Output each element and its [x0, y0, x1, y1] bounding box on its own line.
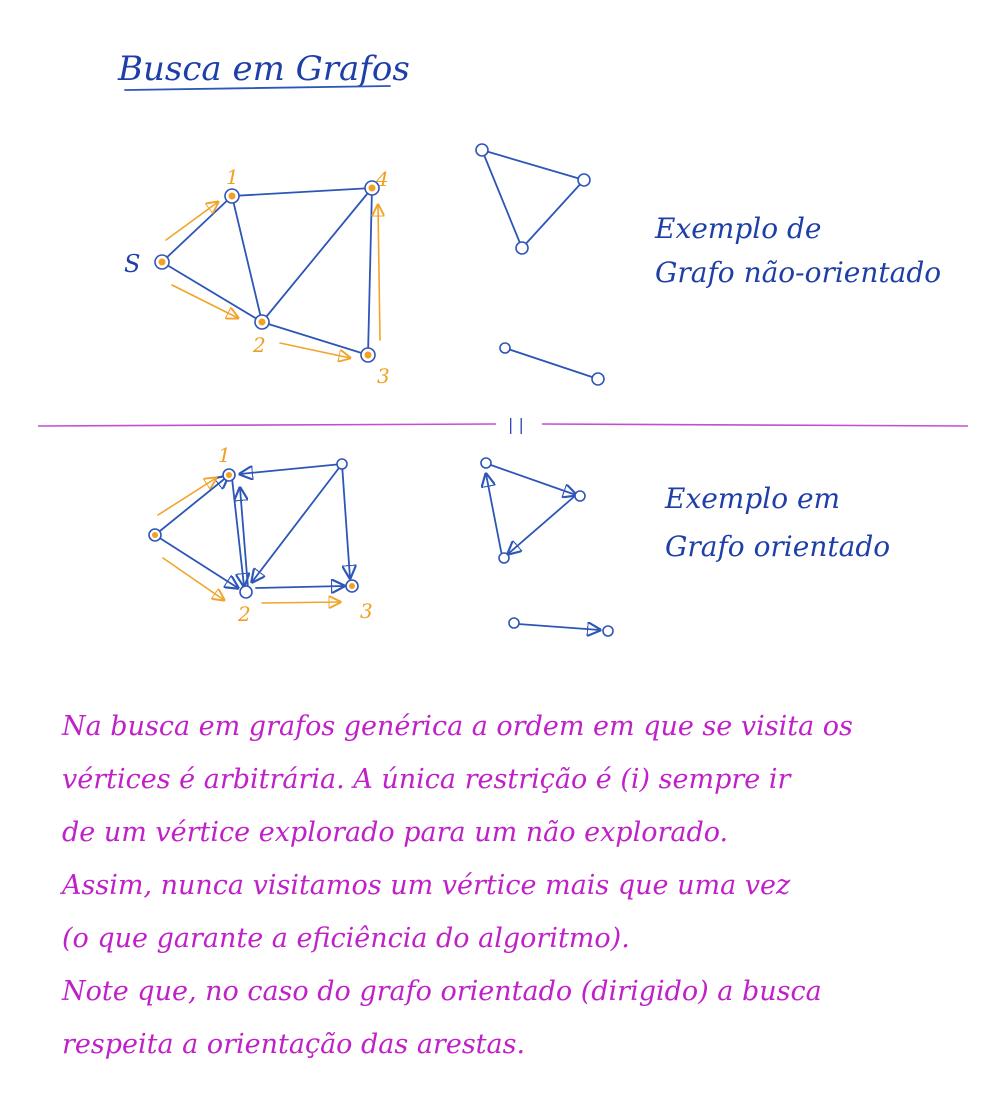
example-node — [603, 626, 613, 636]
traversal-arrow-3-4 — [378, 205, 380, 340]
example-node — [509, 618, 519, 628]
edge-1-2-directed — [232, 478, 244, 586]
paragraph-line: Note que, no caso do grafo orientado (dirigido) a busca — [62, 976, 822, 1007]
section-divider-left — [38, 424, 496, 426]
traversal-arrow-2-3-directed — [262, 602, 340, 603]
label-s: S — [124, 250, 141, 278]
paragraph-line: de um vértice explorado para um não explorado. — [62, 817, 729, 848]
edge-s-2 — [162, 262, 262, 322]
edge-x-1-directed — [240, 464, 342, 474]
node-2 — [240, 586, 252, 598]
example-node — [476, 144, 488, 156]
edge-s-1-directed — [155, 476, 228, 535]
top-graph — [124, 165, 390, 388]
traversal-arrow-s-2-directed — [163, 558, 224, 600]
label-3: 3 — [377, 364, 390, 388]
divider-mark: | | — [508, 415, 524, 434]
paragraph-line: Na busca em grafos genérica a ordem em que se visita os — [62, 711, 853, 742]
edge-2-4 — [262, 188, 372, 322]
undirected-caption-line2: Grafo não-orientado — [655, 256, 942, 289]
section-divider-right — [542, 424, 968, 426]
example-node — [499, 553, 509, 563]
bottom-graph — [149, 443, 373, 626]
label-3: 3 — [360, 599, 373, 623]
directed-caption-line1: Exemplo em — [665, 482, 841, 515]
explanation-paragraph — [62, 700, 962, 1071]
paragraph-line: (o que garante a eficiência do algoritmo). — [62, 923, 630, 954]
paragraph-line: vértices é arbitrária. A única restrição é (i) sempre ir — [62, 764, 791, 795]
node-unvisited — [337, 459, 347, 469]
edge-2-1-directed — [240, 488, 248, 588]
edge-x-3-directed — [342, 464, 350, 578]
directed-caption-line2: Grafo orientado — [665, 530, 891, 563]
paragraph-line: respeita a orientação das arestas. — [62, 1029, 526, 1060]
edge-1-2 — [232, 196, 262, 322]
label-1: 1 — [218, 443, 231, 467]
undirected-caption-line1: Exemplo de — [655, 212, 822, 245]
label-1: 1 — [226, 165, 239, 189]
edge-4-3 — [368, 188, 372, 355]
example-node — [516, 242, 528, 254]
page-title: Busca em Grafos — [118, 49, 410, 89]
example-node — [481, 458, 491, 468]
example-node — [578, 174, 590, 186]
example-node — [500, 343, 510, 353]
label-2: 2 — [253, 333, 266, 357]
paragraph-line: Assim, nunca visitamos um vértice mais que uma vez — [62, 870, 791, 901]
edge-s-1 — [162, 196, 232, 262]
directed-example — [481, 458, 613, 636]
example-node — [575, 491, 585, 501]
label-4: 4 — [376, 167, 389, 191]
undirected-example — [476, 144, 604, 385]
example-node — [592, 373, 604, 385]
edge-1-4 — [232, 188, 372, 196]
label-2: 2 — [238, 602, 251, 626]
edge-2-3-directed — [256, 586, 344, 588]
edge-x-2-directed — [252, 464, 342, 582]
